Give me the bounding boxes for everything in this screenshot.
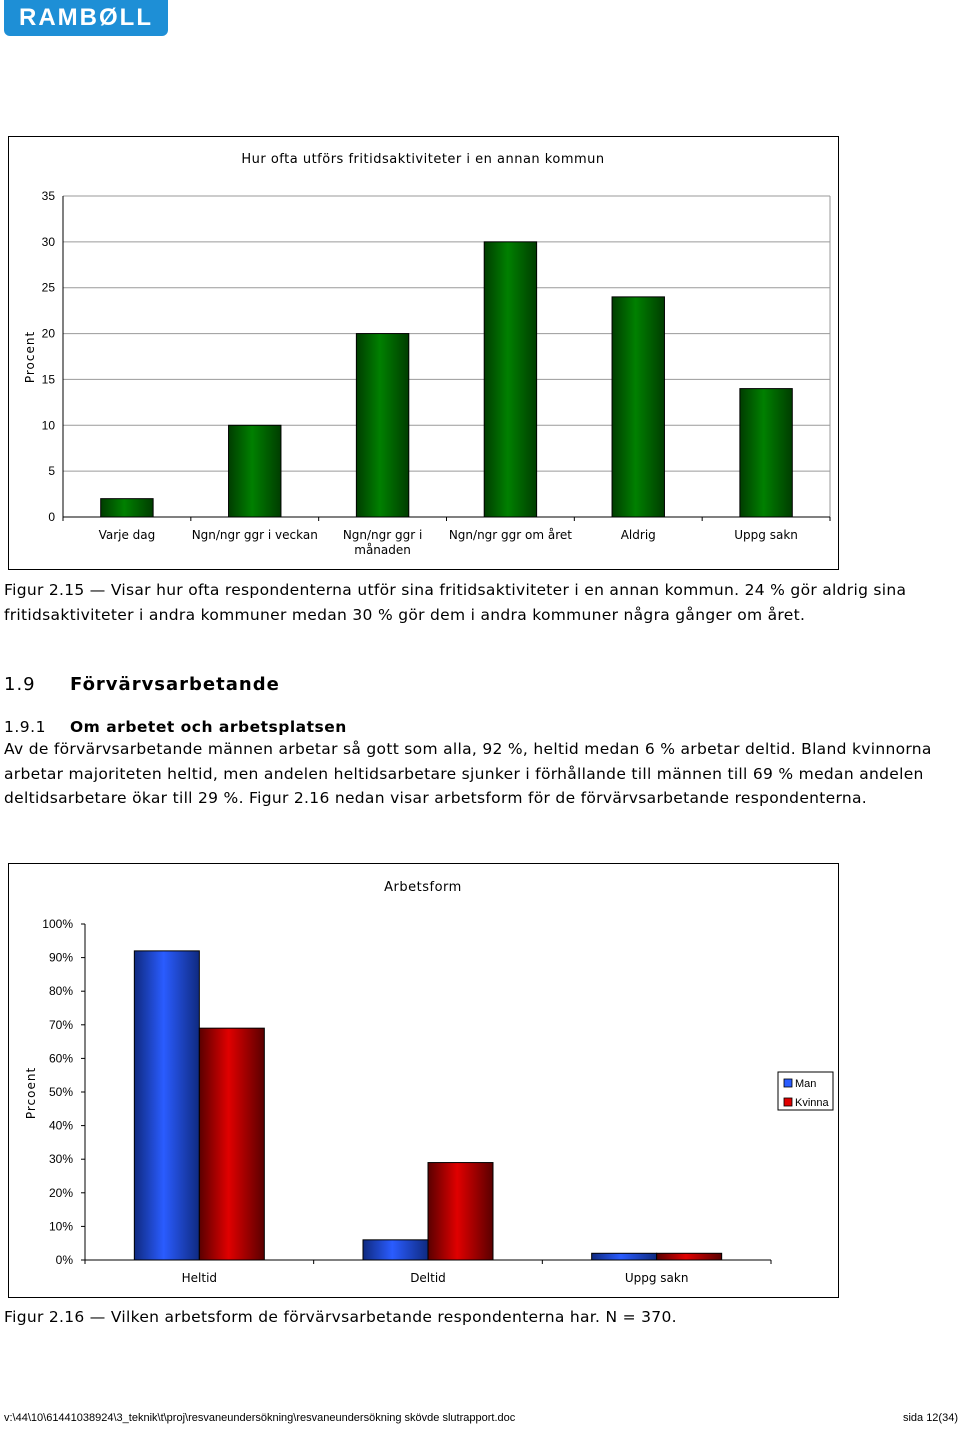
legend-swatch <box>784 1098 792 1106</box>
footer-page-number: sida 12(34) <box>902 1412 958 1424</box>
bar <box>101 499 153 517</box>
chart-work-form <box>8 863 839 1298</box>
subsection-heading <box>4 718 347 736</box>
chart-title: Hur ofta utförs fritidsaktiviteter i en annan kommun <box>241 152 605 167</box>
bar-man <box>134 951 199 1260</box>
x-tick-label: Ngn/ngr ggr i <box>342 528 423 542</box>
x-tick-label: Ngn/ngr ggr om året <box>448 528 572 542</box>
y-tick-label: 50% <box>48 1085 73 1099</box>
y-tick-label: 30 <box>41 234 55 249</box>
x-tick-label: Ngn/ngr ggr i veckan <box>191 528 318 542</box>
bar <box>229 425 281 517</box>
y-tick-label: 90% <box>48 950 73 965</box>
x-tick-label: Heltid <box>181 1271 218 1285</box>
subsection-number: 1.9.1 <box>4 718 46 736</box>
x-tick-label: Deltid <box>410 1271 446 1285</box>
subsection-title: Om arbetet och arbetsplatsen <box>70 718 347 736</box>
y-tick-label: 5 <box>48 464 55 479</box>
bar-man <box>363 1240 428 1260</box>
legend <box>778 1072 833 1110</box>
y-tick-label: 10% <box>48 1219 73 1234</box>
page-footer <box>4 1412 958 1424</box>
bar <box>484 242 536 517</box>
chart-work-form-svg <box>9 864 838 1297</box>
x-tick-label: Uppg sakn <box>624 1271 689 1285</box>
y-tick-label: 0 <box>48 510 55 524</box>
y-tick-label: 15 <box>41 372 55 387</box>
y-tick-label: 100% <box>42 917 73 931</box>
y-tick-label: 0% <box>55 1253 73 1267</box>
legend-swatch <box>784 1079 792 1087</box>
legend-label: Kvinna <box>795 1097 829 1109</box>
y-tick-label: 80% <box>48 984 73 999</box>
y-tick-label: 60% <box>48 1051 73 1066</box>
y-tick-label: 10 <box>41 418 55 433</box>
bar <box>740 389 792 517</box>
y-axis-label: Procent <box>23 330 37 384</box>
bar-kvinna <box>428 1163 493 1260</box>
x-tick-label: Varje dag <box>98 528 156 542</box>
logo-text: RAMBØLL <box>19 4 153 31</box>
section-number: 1.9 <box>4 674 36 695</box>
bar <box>612 297 664 517</box>
y-tick-label: 30% <box>48 1152 73 1167</box>
bar-kvinna <box>199 1028 264 1260</box>
x-tick-label: månaden <box>354 543 411 557</box>
y-tick-label: 20% <box>48 1185 73 1200</box>
y-tick-label: 25 <box>41 280 55 295</box>
chart-frequency <box>8 136 839 570</box>
y-tick-label: 20 <box>41 326 55 341</box>
y-tick-label: 35 <box>41 189 55 203</box>
x-tick-label: Aldrig <box>620 528 656 542</box>
x-tick-label: Uppg sakn <box>734 528 798 542</box>
y-axis-label: Prcoent <box>24 1066 38 1120</box>
chart-frequency-svg <box>9 137 838 569</box>
bar-man <box>592 1253 657 1260</box>
bar <box>356 334 408 517</box>
chart-title: Arbetsform <box>384 880 462 895</box>
bar-kvinna <box>657 1253 722 1260</box>
rambol-logo <box>4 0 168 36</box>
y-tick-label: 40% <box>48 1118 73 1133</box>
y-tick-label: 70% <box>48 1017 73 1032</box>
figure-caption-2-15: Figur 2.15 — Visar hur ofta respondenterna utför sina fritidsaktiviteter i en annan kommun. 24 % gör aldrig sina fritidsaktiviteter i andra kommuner medan 30 % gör dem i andra kommuner några gånger om året. <box>4 581 907 624</box>
footer-path: v:\44\10\61441038924\3_teknik\t\proj\resvaneundersökning\resvaneundersökning skövde slutrapport.doc <box>4 1412 516 1424</box>
section-title: Förvärvsarbetande <box>70 674 280 695</box>
legend-label: Man <box>795 1078 817 1090</box>
body-paragraph: Av de förvärvsarbetande männen arbetar så gott som alla, 92 %, heltid medan 6 % arbetar deltid. Bland kvinnorna arbetar majoriteten heltid, men andelen heltidsarbetare sjunker i förhållande till männen till 69 % medan andelen deltidsarbetare ökar till 29 %. Figur 2.16 nedan visar arbetsform för de förvärvsarbetande respondenterna. <box>4 740 932 807</box>
figure-caption-2-16: Figur 2.16 — Vilken arbetsform de förvärvsarbetande respondenterna har. N = 370. <box>4 1308 677 1326</box>
section-heading <box>4 674 280 695</box>
